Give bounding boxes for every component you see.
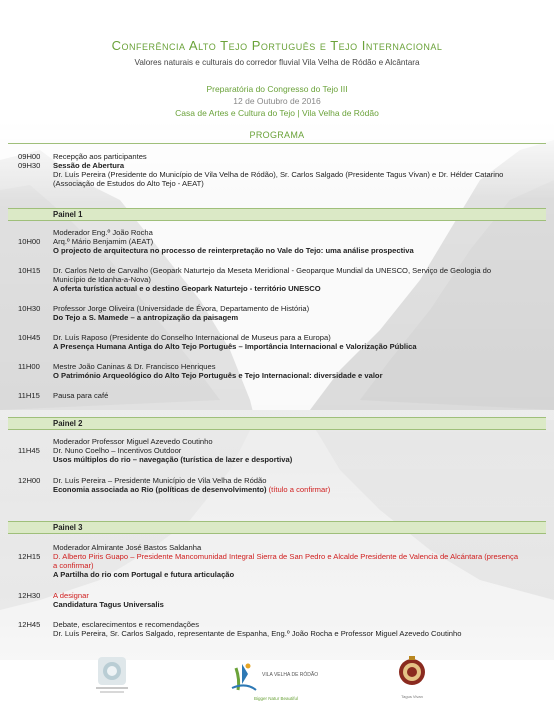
title-note: (título a confirmar)	[268, 485, 331, 495]
time-label: 11H15	[18, 391, 40, 400]
time-label: 09H00	[18, 152, 41, 161]
time-label: 12H00	[18, 476, 41, 485]
moderator-text: Moderador Eng.º João Rocha	[53, 228, 153, 237]
vvr-logo	[226, 660, 326, 701]
talk-title: Candidatura Tagus Universalis	[53, 600, 164, 610]
preparatory-label: Preparatória do Congresso do Tejo III	[206, 84, 348, 94]
item-block	[53, 237, 523, 255]
tagus-vivan-logo	[395, 655, 429, 699]
talk-title: Do Tejo a S. Mamede – a antropização da paisagem	[53, 313, 239, 323]
talk-title: A Partilha do rio com Portugal e futura articulação	[53, 570, 235, 580]
time-label: 10H45	[18, 333, 41, 342]
vvr-tagline: Bigger Natur Beautiful	[253, 696, 299, 701]
aeat-logo	[92, 655, 132, 700]
aeat-logo-icon	[92, 655, 132, 695]
talk-title: O projecto de arquitectura no processo de reinterpretação no Vale do Tejo: uma análise prospectiva	[53, 246, 414, 256]
event-venue: Casa de Artes e Cultura do Tejo | Vila Velha de Ródão	[175, 108, 379, 118]
speaker-text: Dr. Luís Pereira – Presidente Município de Vila Velha de Ródão	[53, 476, 267, 485]
tagus-vivan-name: Tagus Vivan	[401, 694, 423, 699]
speaker-text: Mestre João Caninas & Dr. Francisco Henriques	[53, 362, 216, 371]
talk-title: A oferta turística actual e o destino Geopark Naturtejo - território UNESCO	[53, 284, 321, 294]
speaker-text: Arq.º Mário Benjamim (AEAT)	[53, 237, 154, 246]
item-text: Pausa para café	[53, 391, 109, 400]
item-block	[53, 333, 523, 351]
item-block	[53, 591, 523, 609]
vvr-logo-icon	[226, 660, 326, 696]
event-date: 12 de Outubro de 2016	[233, 96, 321, 106]
time-label: 10H00	[18, 237, 41, 246]
moderator-text: Moderador Professor Miguel Azevedo Coutinho	[53, 437, 213, 446]
item-block	[53, 446, 523, 464]
time-label: 11H00	[18, 362, 40, 371]
speaker-text: Professor Jorge Oliveira (Universidade de Évora, Departamento de História)	[53, 304, 310, 313]
speaker-text: Dr. Luís Raposo (Presidente do Conselho Internacional de Museus para a Europa)	[53, 333, 331, 342]
item-block	[53, 476, 523, 494]
item-block	[53, 552, 523, 580]
speaker-text: Dr. Luís Pereira, Sr. Carlos Salgado, representante de Espanha, Eng.º João Rocha e Professor Miguel Azevedo Coutinho	[53, 629, 462, 639]
time-label: 12H45	[18, 620, 41, 629]
talk-title: O Património Arqueológico do Alto Tejo Português e Tejo Internacional: diversidade e valor	[53, 371, 383, 381]
painel-label: Painel 3	[53, 523, 83, 532]
tagus-vivan-seal-icon	[395, 655, 429, 691]
painel-3-header	[8, 521, 546, 534]
speaker-text: D. Alberto Piris Guapo – Presidente Mancomunidad Integral Sierra de San Pedro e Alcalde Presidente de Valencia de Alcántara (presença a confirmar)	[53, 552, 519, 571]
speaker-text: A designar	[53, 591, 89, 600]
item-block	[53, 362, 523, 380]
session-speakers: Dr. Luís Pereira (Presidente do Município de Vila Velha de Ródão), Sr. Carlos Salgado (Presidente Tagus Vivan) e Dr. Hélder Catarino (Associação de Estudos do Alto Tejo - AEAT)	[53, 170, 504, 189]
time-label: 10H15	[18, 266, 41, 275]
time-label: 12H30	[18, 591, 41, 600]
time-label: 09H30	[18, 161, 41, 170]
item-text: Recepção aos participantes	[53, 152, 147, 161]
talk-title: A Presença Humana Antiga do Alto Tejo Português – Importância Internacional e Valorização Pública	[53, 342, 417, 352]
time-label: 11H45	[18, 446, 40, 455]
item-block	[53, 161, 523, 189]
time-label: 10H30	[18, 304, 41, 313]
divider	[8, 143, 546, 144]
programa-heading: PROGRAMA	[249, 130, 305, 140]
painel-label: Painel 1	[53, 210, 83, 219]
conference-title: Conferência Alto Tejo Português e Tejo Internacional	[111, 38, 443, 53]
time-label: 12H15	[18, 552, 41, 561]
vvr-name: VILA VELHA DE RÓDÃO	[262, 672, 319, 678]
speaker-text: Dr. Carlos Neto de Carvalho (Geopark Naturtejo da Meseta Meridional - Geoparque Mundial da UNESCO, Serviço de Geologia do Município de Idanha-a-Nova)	[53, 266, 492, 285]
moderator-text: Moderador Almirante José Bastos Saldanha	[53, 543, 202, 552]
painel-1-header	[8, 208, 546, 221]
conference-subtitle: Valores naturais e culturais do corredor fluvial Vila Velha de Ródão e Alcântara	[134, 58, 420, 67]
item-block	[53, 620, 523, 638]
item-block	[53, 266, 523, 294]
item-block	[53, 304, 523, 322]
item-text: Debate, esclarecimentos e recomendações	[53, 620, 200, 629]
session-title: Sessão de Abertura	[53, 161, 125, 170]
speaker-text: Dr. Nuno Coelho – Incentivos Outdoor	[53, 446, 182, 455]
talk-title: Usos múltiplos do rio – navegação (turística de lazer e desportiva)	[53, 455, 293, 465]
painel-label: Painel 2	[53, 419, 83, 428]
talk-title: Economia associada ao Rio (políticas de desenvolvimento)	[53, 485, 267, 495]
painel-2-header	[8, 417, 546, 430]
